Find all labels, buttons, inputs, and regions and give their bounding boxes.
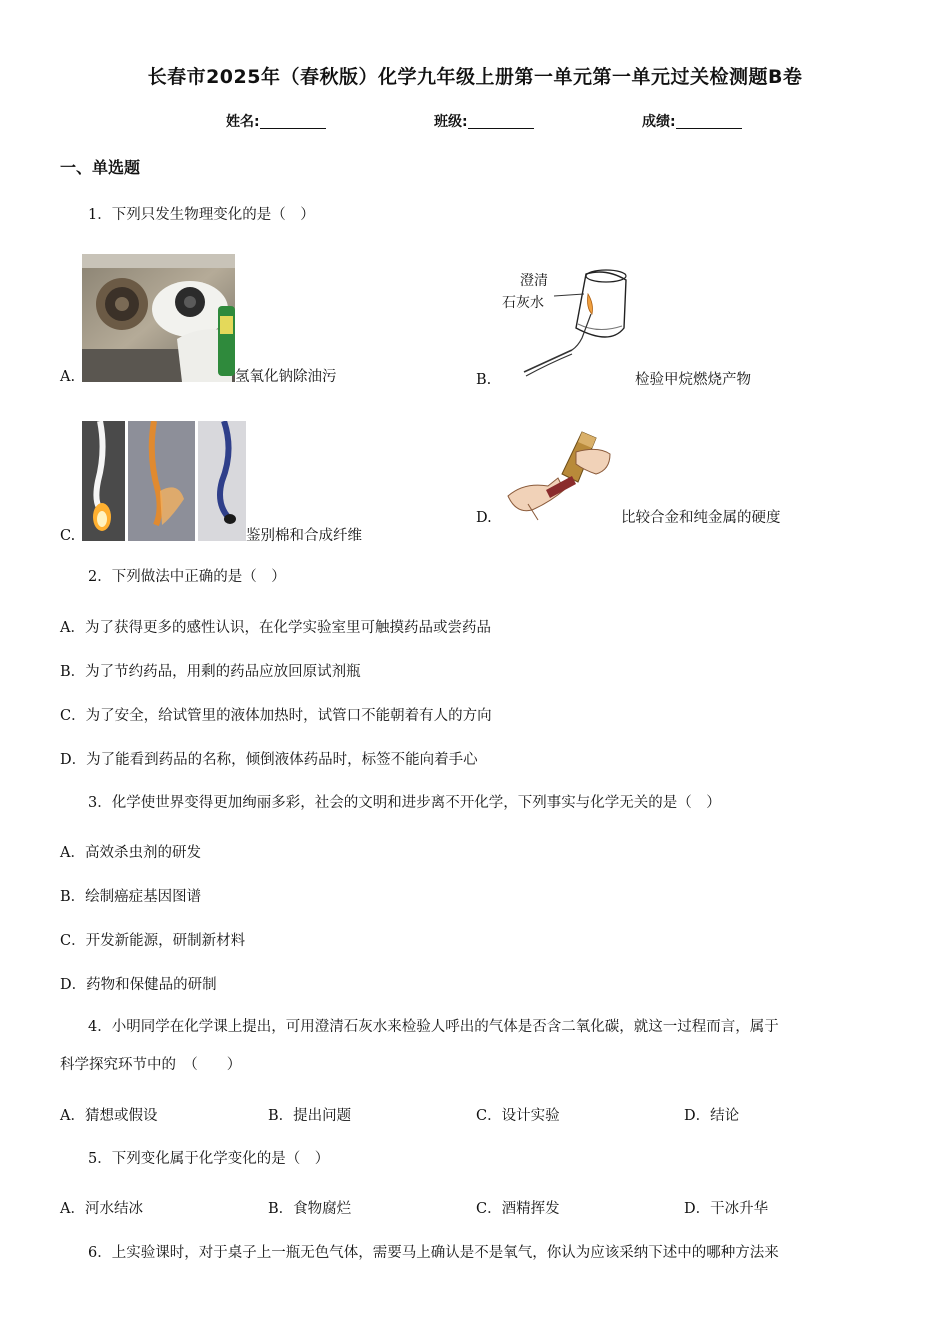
limewater-label-1: 澄清 bbox=[520, 273, 548, 289]
question-5-stem: 5．下列变化属于化学变化的是（ ） bbox=[88, 1151, 330, 1167]
q2-option-b: B．为了节约药品，用剩的药品应放回原试剂瓶 bbox=[60, 664, 361, 680]
q3-option-d: D．药物和保健品的研制 bbox=[60, 977, 217, 993]
question-3-stem: 3．化学使世界变得更加绚丽多彩，社会的文明和进步离不开化学，下列事实与化学无关的是（ ） bbox=[88, 795, 721, 811]
score-blank[interactable] bbox=[676, 113, 742, 129]
limewater-label-2: 石灰水 bbox=[502, 295, 544, 311]
q3-option-b: B．绘制癌症基因图谱 bbox=[60, 889, 202, 905]
class-label: 班级: bbox=[434, 114, 468, 130]
q5-option-c: C．酒精挥发 bbox=[476, 1201, 560, 1217]
q4-option-d: D．结论 bbox=[684, 1108, 740, 1124]
q2-option-c: C．为了安全，给试管里的液体加热时，试管口不能朝着有人的方向 bbox=[60, 708, 492, 724]
q1-option-d-caption: 比较合金和纯金属的硬度 bbox=[621, 510, 781, 526]
q1-option-a-caption: 氢氧化钠除油污 bbox=[235, 369, 337, 385]
name-label: 姓名: bbox=[226, 114, 260, 130]
q2-option-d: D．为了能看到药品的名称，倾倒液体药品时，标签不能向着手心 bbox=[60, 752, 478, 768]
question-4-stem-line-2: 科学探究环节中的 （ ） bbox=[60, 1057, 242, 1073]
q1-option-a-letter: A. bbox=[60, 369, 76, 385]
question-1-stem: 1．下列只发生物理变化的是（ ） bbox=[88, 207, 315, 223]
question-2-stem: 2．下列做法中正确的是（ ） bbox=[88, 569, 286, 585]
score-label: 成绩: bbox=[642, 114, 676, 130]
q5-option-d: D．干冰升华 bbox=[684, 1201, 769, 1217]
score-field[interactable] bbox=[642, 111, 742, 131]
q4-option-a: A．猜想或假设 bbox=[60, 1108, 158, 1124]
q4-option-c: C．设计实验 bbox=[476, 1108, 560, 1124]
question-4-stem-line-1: 4．小明同学在化学课上提出，可用澄清石灰水来检验人呼出的气体是否含二氧化碳，就这一过程而言，属于 bbox=[88, 1019, 779, 1035]
q1-option-c-letter: C. bbox=[60, 528, 76, 544]
question-6-stem: 6．上实验课时，对于桌子上一瓶无色气体，需要马上确认是不是氧气，你认为应该采纳下述中的哪种方法来 bbox=[88, 1245, 779, 1261]
fiber-burning-image bbox=[82, 421, 246, 541]
q1-option-b-letter: B. bbox=[476, 372, 492, 388]
metal-scratch-image bbox=[498, 430, 616, 524]
methane-combustion-diagram bbox=[498, 266, 638, 382]
q5-option-b: B．食物腐烂 bbox=[268, 1201, 352, 1217]
q5-option-a: A．河水结冰 bbox=[60, 1201, 143, 1217]
name-field[interactable] bbox=[226, 111, 326, 131]
page-title: 长春市2025年（春秋版）化学九年级上册第一单元第一单元过关检测题B卷 bbox=[147, 66, 803, 88]
q1-option-b-caption: 检验甲烷燃烧产物 bbox=[635, 372, 751, 388]
name-blank[interactable] bbox=[260, 113, 326, 129]
q1-option-d-letter: D. bbox=[476, 510, 492, 526]
q4-option-b: B．提出问题 bbox=[268, 1108, 352, 1124]
class-blank[interactable] bbox=[468, 113, 534, 129]
section-heading-single-choice: 一、单选题 bbox=[60, 158, 141, 177]
q2-option-a: A．为了获得更多的感性认识，在化学实验室里可触摸药品或尝药品 bbox=[60, 620, 491, 636]
q3-option-c: C．开发新能源，研制新材料 bbox=[60, 933, 246, 949]
class-field[interactable] bbox=[434, 111, 534, 131]
stove-cleaning-image bbox=[82, 254, 235, 382]
q3-option-a: A．高效杀虫剂的研发 bbox=[60, 845, 201, 861]
q1-option-c-caption: 鉴别棉和合成纤维 bbox=[246, 528, 362, 544]
